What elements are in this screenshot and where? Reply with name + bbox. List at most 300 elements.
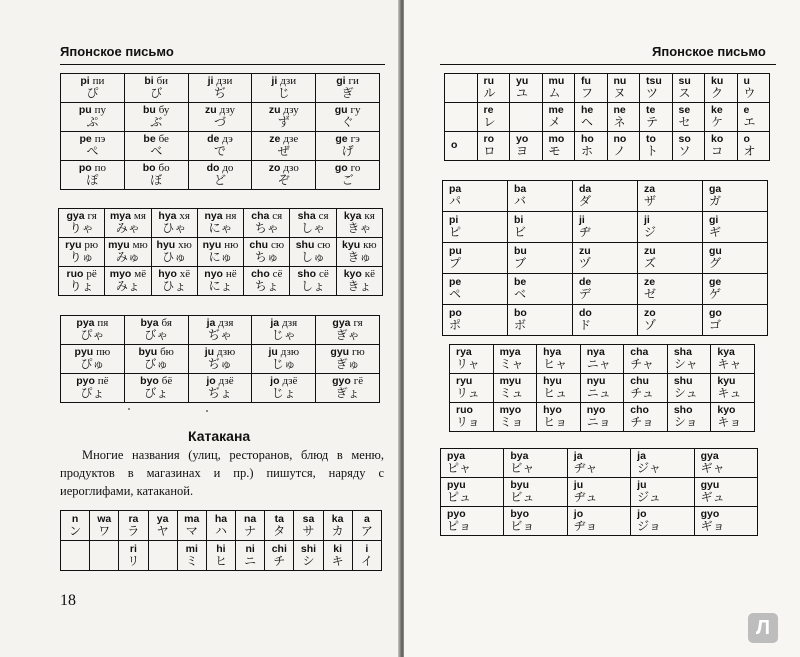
kana-glyph: ポ (449, 318, 462, 333)
kana-glyph: シ (302, 553, 315, 568)
kana-cell (631, 449, 694, 478)
kana-glyph: ぴゅ (80, 357, 105, 372)
romaji-text: pya (447, 450, 466, 463)
kana-cell (542, 103, 575, 132)
romaji-text: kya (717, 346, 735, 359)
romaji-text: ze (269, 132, 281, 145)
kana-cell (537, 374, 581, 403)
kana-cell (352, 541, 381, 571)
kana-cell (124, 316, 188, 345)
romaji-text: ji (271, 74, 278, 87)
romaji-text: ju (637, 479, 647, 492)
kana-glyph: ノ (613, 144, 626, 159)
kana-cell (206, 511, 235, 541)
kana-cell (252, 374, 316, 403)
kana-cell (290, 238, 336, 267)
romaji-text: sa (302, 512, 315, 525)
kana-glyph: ホ (581, 144, 594, 159)
romaji-text: gu (709, 245, 722, 258)
kana-cell (336, 209, 382, 238)
kana-glyph: ぢ (213, 86, 226, 101)
kana-glyph: ひょ (162, 279, 187, 294)
kana-glyph: ハ (214, 523, 227, 538)
table-row (59, 238, 383, 267)
kana-cell (188, 316, 252, 345)
kana-cell (607, 132, 640, 161)
kana-cell (124, 345, 188, 374)
kana-glyph: グ (709, 256, 722, 271)
kana-cell (694, 507, 757, 536)
russian-transcription: по (94, 161, 106, 174)
kana-cell (252, 161, 316, 190)
kana-glyph: ゼ (644, 287, 657, 302)
kana-cell (188, 345, 252, 374)
kana-cell (575, 74, 608, 103)
kana-glyph: みゅ (115, 250, 140, 265)
kana-cell (477, 74, 510, 103)
romaji-text: i (365, 542, 369, 555)
kana-cell (573, 243, 638, 274)
running-head-left: Японское письмо (60, 44, 174, 59)
kana-glyph: ケ (711, 115, 724, 130)
kana-cell (445, 132, 478, 161)
kana-cell (59, 238, 105, 267)
kana-cell (542, 74, 575, 103)
kana-cell (151, 209, 197, 238)
romaji-text: byo (510, 508, 530, 521)
hiragana-combo-voiced-table (60, 315, 380, 403)
romaji-text: cha (251, 209, 270, 222)
romaji-text: kyo (717, 404, 736, 417)
kana-glyph: じゅ (271, 357, 296, 372)
romaji-text: byu (510, 479, 530, 492)
russian-transcription: мя (133, 209, 146, 222)
kana-cell (711, 374, 755, 403)
romaji-text: po (449, 307, 462, 320)
katakana-combo-voiced-table (440, 448, 758, 536)
romaji-text: to (646, 133, 656, 146)
kana-glyph: きょ (347, 279, 372, 294)
romaji-text: mo (548, 133, 565, 146)
kana-glyph: みょ (115, 279, 140, 294)
kana-glyph: リュ (456, 386, 480, 401)
kana-glyph: にょ (208, 279, 233, 294)
kana-cell (737, 74, 770, 103)
romaji-text: pi (449, 214, 459, 227)
kana-glyph: ぼ (150, 173, 163, 188)
russian-transcription: хю (178, 238, 192, 251)
kana-glyph: オ (743, 144, 756, 159)
russian-transcription: дзи (216, 74, 233, 87)
romaji-text: jo (637, 508, 647, 521)
romaji-text: gi (336, 74, 346, 87)
russian-transcription: пи (92, 74, 105, 87)
kana-glyph: キュ (717, 386, 742, 401)
running-head-right: Японское письмо (652, 44, 766, 59)
romaji-text: no (613, 133, 627, 146)
kana-glyph: ビョ (510, 519, 535, 534)
kana-cell (443, 212, 508, 243)
kana-glyph: キ (331, 553, 344, 568)
russian-transcription: рё (86, 267, 97, 280)
romaji-text: pu (78, 103, 92, 116)
romaji-text: ta (274, 512, 284, 525)
romaji-text: go (709, 307, 722, 320)
kana-cell (316, 103, 380, 132)
kana-cell (450, 345, 494, 374)
kana-cell (711, 403, 755, 432)
kana-cell (638, 243, 703, 274)
kana-glyph: プ (449, 256, 462, 271)
romaji-text: myu (108, 238, 130, 251)
russian-transcription: ню (224, 238, 239, 251)
kana-cell (607, 74, 640, 103)
kana-cell (504, 478, 567, 507)
kana-cell (124, 161, 188, 190)
kana-glyph: りゅ (69, 250, 94, 265)
kana-cell (61, 103, 125, 132)
russian-transcription: мю (132, 238, 148, 251)
table-row (443, 305, 768, 336)
russian-transcription: пя (97, 316, 109, 329)
kana-cell (508, 181, 573, 212)
romaji-text: ja (270, 316, 280, 329)
kana-glyph: りょ (69, 279, 94, 294)
romaji-text: nu (613, 75, 627, 88)
table-row (61, 345, 380, 374)
romaji-text: sha (297, 209, 316, 222)
romaji-text: mya (109, 209, 131, 222)
kana-cell (61, 374, 125, 403)
romaji-text: myo (109, 267, 132, 280)
kana-glyph: ピュ (447, 490, 472, 505)
kana-glyph: ヨ (516, 144, 529, 159)
kana-cell (59, 267, 105, 296)
romaji-text: me (548, 104, 564, 117)
romaji (445, 140, 477, 151)
kana-cell (148, 511, 177, 541)
kana-cell (119, 541, 148, 571)
kana-glyph: リョ (456, 415, 480, 430)
kana-cell (445, 74, 478, 103)
romaji-text: myo (499, 404, 522, 417)
kana-glyph: びゅ (144, 357, 169, 372)
kana-cell (236, 541, 265, 571)
kana-cell (441, 507, 504, 536)
kana-glyph: ず (277, 115, 290, 130)
romaji-text: he (581, 104, 594, 117)
kana-cell (638, 274, 703, 305)
kana-cell (737, 103, 770, 132)
kana-glyph: ひゃ (162, 221, 187, 236)
kana-cell (450, 374, 494, 403)
kana-glyph: チョ (630, 415, 654, 430)
kana-cell (694, 478, 757, 507)
kana-glyph: チュ (630, 386, 654, 401)
kana-glyph: ヂュ (573, 490, 598, 505)
kana-cell (573, 212, 638, 243)
kana-glyph: ちゃ (254, 221, 279, 236)
kana-cell (580, 345, 624, 374)
russian-transcription: бё (161, 374, 173, 387)
kana-cell (352, 511, 381, 541)
romaji-text: sho (673, 404, 693, 417)
romaji-text: ko (711, 133, 724, 146)
romaji-text: de (579, 276, 592, 289)
romaji-text: nya (204, 209, 223, 222)
table-row (445, 74, 770, 103)
romaji-text: ju (573, 479, 584, 492)
kana-cell (508, 212, 573, 243)
kana-cell (477, 132, 510, 161)
kana-cell (573, 305, 638, 336)
romaji-text: ki (333, 542, 343, 555)
kana-glyph: ナ (244, 523, 257, 538)
romaji-text: ryu (456, 375, 473, 388)
kana-cell (703, 181, 768, 212)
kana-cell (443, 305, 508, 336)
romaji-text: gyu (330, 345, 350, 358)
kana-cell (640, 103, 673, 132)
kana-glyph: じゃ (271, 328, 296, 343)
kana-cell (59, 209, 105, 238)
kana-cell (294, 541, 323, 571)
russian-transcription: дзя (218, 316, 234, 329)
romaji-text: tsu (646, 75, 662, 88)
table-row (441, 507, 758, 536)
table-row (61, 103, 380, 132)
table-row (443, 243, 768, 274)
kana-cell (61, 511, 90, 541)
kana-cell (441, 478, 504, 507)
kana-glyph: ヘ (581, 115, 594, 130)
kana-cell (252, 345, 316, 374)
romaji-text: ji (579, 214, 585, 227)
romaji-text: nya (586, 346, 605, 359)
kana-cell (151, 267, 197, 296)
kana-cell (236, 511, 265, 541)
romaji-text: ru (483, 75, 494, 88)
romaji-text: cho (630, 404, 649, 417)
table-row (443, 274, 768, 305)
page-number: 18 (60, 592, 76, 609)
kana-glyph: ぴ (86, 86, 99, 101)
kana-glyph: パ (449, 194, 462, 209)
romaji-text: ga (709, 183, 722, 196)
kana-glyph: ピョ (447, 519, 472, 534)
table-row (450, 403, 755, 432)
romaji-text: ju (204, 345, 215, 358)
kana-glyph: ヒュ (543, 386, 568, 401)
romaji-text: wa (97, 512, 112, 525)
kana-glyph: ブ (514, 256, 527, 271)
romaji-text: bo (514, 307, 527, 320)
romaji-text: pe (79, 132, 92, 145)
kana-glyph: メ (548, 115, 561, 130)
romaji-text: ro (483, 133, 494, 146)
kana-cell (61, 345, 125, 374)
kana-cell (493, 345, 537, 374)
russian-transcription: бю (160, 345, 174, 358)
kana-glyph: シュ (673, 386, 698, 401)
russian-transcription: мё (134, 267, 147, 280)
kana-cell (316, 132, 380, 161)
kana-cell (703, 212, 768, 243)
romaji-text: ba (514, 183, 527, 196)
kana-cell (573, 274, 638, 305)
kana-glyph: ゲ (709, 287, 722, 302)
kana-cell (252, 103, 316, 132)
russian-transcription: бо (158, 161, 170, 174)
kana-glyph: ウ (743, 86, 756, 101)
romaji-text: bi (144, 74, 154, 87)
kana-cell (244, 238, 290, 267)
romaji-text: be (143, 132, 156, 145)
russian-transcription: до (222, 161, 234, 174)
kana-glyph: ル (483, 86, 496, 101)
romaji-text: po (78, 161, 92, 174)
kana-glyph: ピャ (447, 461, 472, 476)
kana-glyph: デ (579, 287, 592, 302)
russian-transcription: дэ (222, 132, 233, 145)
romaji-text: pyu (74, 345, 94, 358)
kana-cell (188, 161, 252, 190)
kana-cell (119, 511, 148, 541)
kana-glyph: タ (273, 523, 286, 538)
romaji-text: chi (271, 542, 287, 555)
russian-transcription: кё (364, 267, 375, 280)
romaji-text: ge (709, 276, 722, 289)
kana-glyph: ソ (678, 144, 691, 159)
romaji-text: gyu (700, 479, 720, 492)
romaji-text: sha (673, 346, 692, 359)
kana-glyph: ヂ (579, 225, 592, 240)
romaji-text: o (451, 139, 458, 152)
table-row (59, 209, 383, 238)
kana-glyph: ミャ (499, 357, 524, 372)
kana-cell (705, 103, 738, 132)
katakana-intro: Многие названия (улиц, ресторанов, блюд в меню, продуктов в магазинах и пр.) пишутся, наряду с иероглифами, катаканой. (60, 448, 384, 498)
kana-glyph: び (150, 86, 163, 101)
russian-transcription: ся (272, 209, 283, 222)
romaji-text: zo (644, 307, 656, 320)
kana-cell (443, 181, 508, 212)
romaji-text: mi (185, 542, 198, 555)
kana-glyph: ヤ (156, 523, 169, 538)
russian-transcription: пу (94, 103, 106, 116)
kana-cell (510, 103, 543, 132)
kana-cell (493, 403, 537, 432)
kana-cell (631, 478, 694, 507)
kana-glyph: セ (678, 115, 691, 130)
kana-cell (567, 507, 630, 536)
kana-cell (624, 403, 668, 432)
kana-glyph: ド (579, 318, 592, 333)
romaji-text: go (334, 161, 348, 174)
kana-cell (316, 345, 380, 374)
kana-glyph: じ (277, 86, 290, 101)
romaji-text: pyu (447, 479, 466, 492)
kana-cell (197, 267, 243, 296)
table-row (441, 478, 758, 507)
romaji-text: do (206, 161, 220, 174)
kana-cell (705, 132, 738, 161)
kana-glyph: げ (341, 144, 354, 159)
russian-transcription: хё (179, 267, 191, 280)
romaji-text: ju (268, 345, 278, 358)
romaji-text: gu (334, 103, 348, 116)
kana-glyph: ぢゃ (207, 328, 232, 343)
romaji-text: byo (140, 374, 159, 387)
russian-transcription: сю (271, 238, 285, 251)
kana-glyph: ヅ (579, 256, 592, 271)
romaji-text: bya (140, 316, 159, 329)
kana-glyph: チャ (630, 357, 654, 372)
kana-cell (265, 511, 294, 541)
kana-glyph: ショ (673, 415, 698, 430)
romaji-text: hyu (156, 238, 176, 251)
kana-cell (580, 403, 624, 432)
kana-glyph: ビュ (510, 490, 535, 505)
romaji-text: myu (499, 375, 522, 388)
kana-glyph: ぶ (150, 115, 163, 130)
katakana-combo-table (449, 344, 755, 432)
kana-glyph: ギャ (700, 461, 725, 476)
romaji-text: zu (644, 245, 656, 258)
romaji-text: n (71, 512, 79, 525)
kana-glyph: コ (711, 144, 724, 159)
header-rule-left (60, 64, 385, 65)
kana-cell (265, 541, 294, 571)
russian-transcription: пю (96, 345, 111, 358)
romaji-text: jo (270, 374, 280, 387)
romaji-text: kya (343, 209, 362, 222)
romaji-text: gya (332, 316, 351, 329)
kana-cell (290, 209, 336, 238)
kana-glyph: ワ (98, 523, 111, 538)
kana-glyph: ぎ (341, 86, 354, 101)
kana-glyph: ぜ (277, 144, 290, 159)
kana-cell (206, 541, 235, 571)
header-rule-right (440, 64, 776, 65)
romaji-text: mu (548, 75, 565, 88)
kana-cell (124, 74, 188, 103)
kana-glyph: ジュ (637, 490, 661, 505)
kana-cell (450, 403, 494, 432)
kana-glyph: りゃ (69, 221, 94, 236)
romaji-text: sho (297, 267, 317, 280)
kana-glyph: ぽ (86, 173, 99, 188)
kana-glyph: ぐ (341, 115, 354, 130)
kana-cell (638, 181, 703, 212)
kana-cell (252, 316, 316, 345)
kana-cell (124, 132, 188, 161)
romaji-text: ne (613, 104, 626, 117)
kana-glyph: ぢょ (207, 386, 232, 401)
kana-cell (711, 345, 755, 374)
kana-glyph: ネ (613, 115, 626, 130)
romaji-text: shi (300, 542, 317, 555)
kana-cell (573, 181, 638, 212)
kana-cell (493, 374, 537, 403)
hiragana-combo-table (58, 208, 383, 296)
table-row (61, 374, 380, 403)
kana-cell (323, 511, 352, 541)
romaji-text: ji (207, 74, 214, 87)
hiragana-voiced-table (60, 73, 380, 190)
kana-cell (443, 243, 508, 274)
kana-glyph: ぞ (277, 173, 290, 188)
